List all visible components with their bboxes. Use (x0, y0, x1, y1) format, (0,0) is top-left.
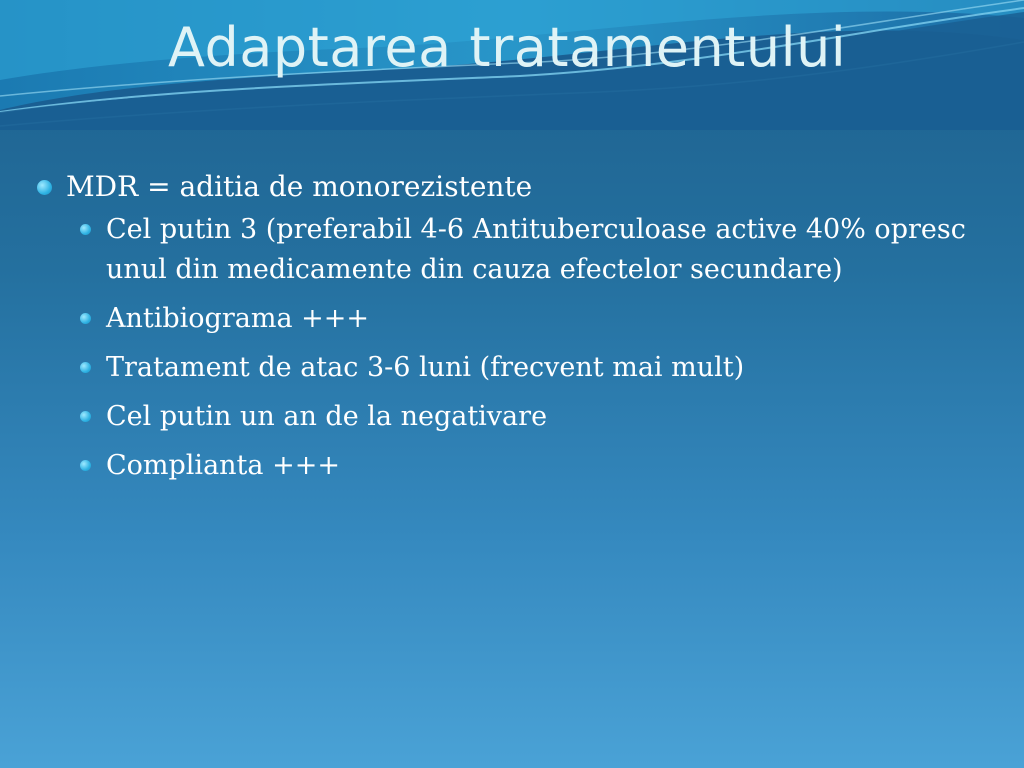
sub-bullet-item (36, 299, 1006, 339)
sub-bullet-icon (80, 411, 91, 422)
sub-bullet-text: Cel putin 3 (preferabil 4-6 Antituberculoase active 40% opresc unul din medicamente din cauza efectelor secundare) (106, 214, 966, 285)
sub-bullet-text: Cel putin un an de la negativare (106, 401, 548, 432)
slide-title: Adaptarea tratamentului (168, 16, 847, 79)
bullet-text: MDR = aditia de monorezistente (66, 170, 533, 203)
sub-bullet-item (36, 348, 1006, 388)
sub-bullet-icon (80, 362, 91, 373)
sub-bullet-text: Tratament de atac 3-6 luni (frecvent mai mult) (106, 352, 745, 383)
sub-bullet-item (36, 397, 1006, 437)
sub-bullet-icon (80, 224, 91, 235)
sub-bullet-icon (80, 460, 91, 471)
sub-bullet-list (66, 210, 1006, 486)
sub-bullet-item (36, 446, 1006, 486)
bullet-item (36, 168, 1006, 486)
slide-body (36, 168, 1006, 495)
sub-bullet-item (36, 210, 1006, 290)
bullet-icon (37, 180, 52, 195)
sub-bullet-icon (80, 313, 91, 324)
sub-bullet-text: Complianta +++ (106, 450, 340, 481)
sub-bullet-text: Antibiograma +++ (106, 303, 369, 334)
